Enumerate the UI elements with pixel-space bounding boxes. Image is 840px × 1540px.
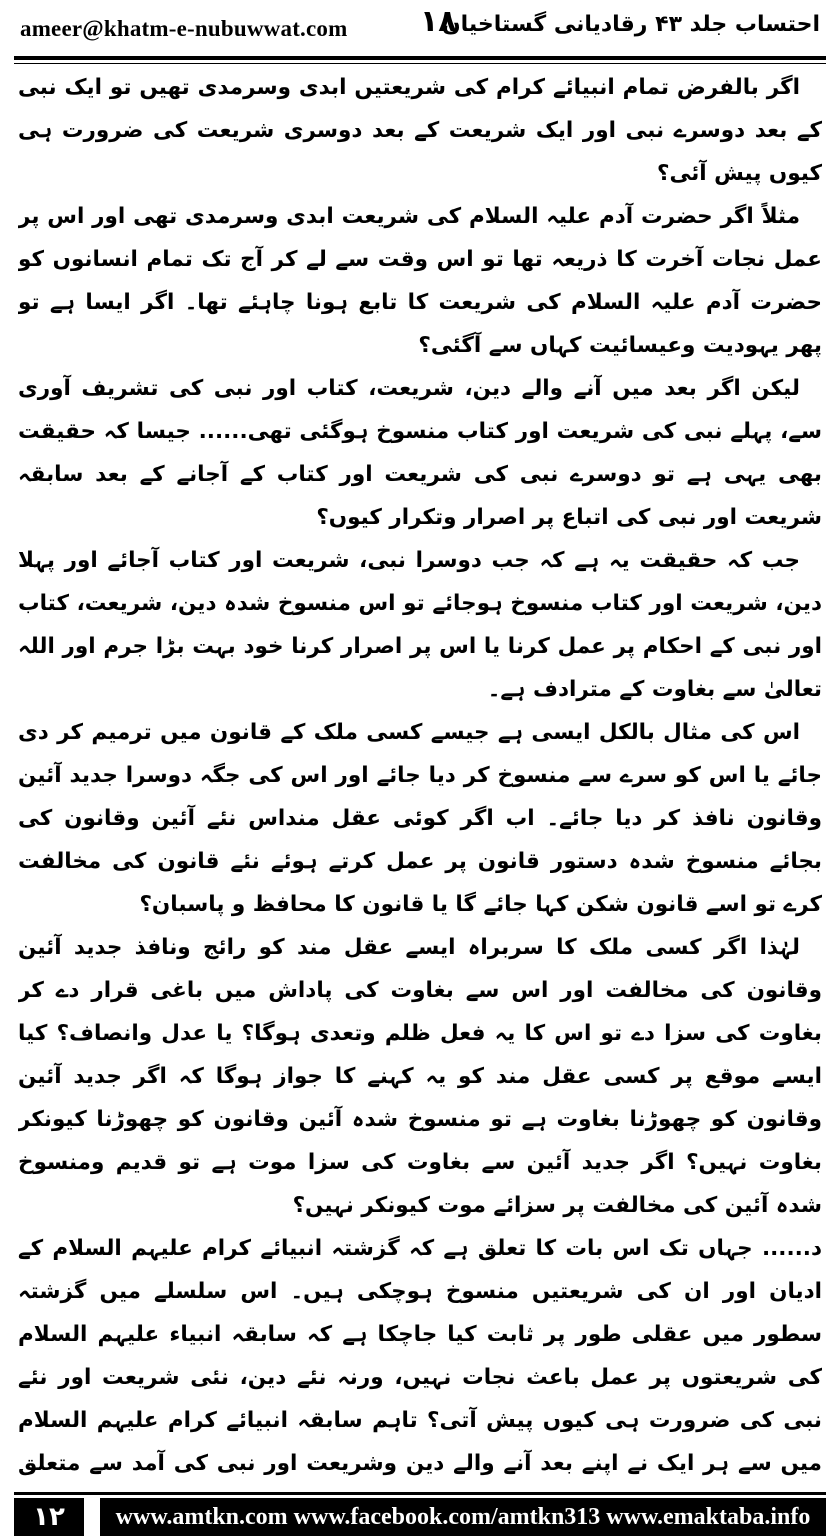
header-divider	[14, 56, 826, 64]
running-title: احتساب جلد ۴۳ رقادیانی گستاخیاں	[441, 12, 820, 37]
paragraph-4: جب کہ حقیقت یہ ہے کہ جب دوسرا نبی، شریعت اور کتاب آجائے اور پہلا دین، شریعت اور کتاب منسوخ ہوجائے تو اس منسوخ شدہ دین، شریعت، کتاب اور نبی کے احکام پر عمل کرنا یا اس پر اصرار کرنا خود بہت بڑا جرم اور اللہ تعالیٰ سے بغاوت کے مترادف ہے۔	[18, 548, 822, 702]
page-footer	[14, 1492, 826, 1537]
page-body	[18, 66, 822, 1486]
paragraph-6: لہٰذا اگر کسی ملک کا سربراہ ایسے عقل مند کو رائج ونافذ جدید آئین وقانون کی مخالفت اور اس سے بغاوت کی پاداش میں باغی قرار دے کر بغاوت کی سزا دے تو اس کا یہ فعل ظلم وتعدی ہوگا؟ یا عدل وانصاف؟ کیا ایسے موقع پر کسی عقل مند کو یہ کہنے کا جواز ہوگا کہ اگر جدید آئین وقانون کو چھوڑنا بغاوت ہے تو منسوخ شدہ آئین وقانون کو چھوڑنا کیونکر بغاوت نہیں؟ اگر جدید آئین سے بغاوت کی سزا موت ہے تو قدیم ومنسوخ شدہ آئین کی مخالفت پر سزائے موت کیونکر نہیں؟	[18, 935, 822, 1218]
paragraph-7	[18, 1227, 822, 1486]
paragraph-1: اگر بالفرض تمام انبیائے کرام کی شریعتیں ابدی وسرمدی تھیں تو ایک نبی کے بعد دوسرے نبی اور ایک شریعت کے بعد دوسری شریعت کی ضرورت ہی کیوں پیش آئی؟	[18, 75, 822, 186]
paragraph-3: لیکن اگر بعد میں آنے والے دین، شریعت، کتاب اور نبی کی تشریف آوری سے، پہلے نبی کی شریعت اور کتاب منسوخ ہوگئی تھی...... جیسا کہ حقیقت بھی یہی ہے تو دوسرے نبی کی شریعت اور کتاب کے آجانے کے بعد سابقہ شریعت اور نبی کی اتباع پر اصرار وتکرار کیوں؟	[18, 376, 822, 530]
page-header	[14, 0, 826, 56]
header-email[interactable]: ameer@khatm-e-nubuwwat.com	[20, 16, 348, 41]
footer-page-number: ۱۲	[14, 1498, 84, 1536]
paragraph-2: مثلاً اگر حضرت آدم علیہ السلام کی شریعت ابدی وسرمدی تھی اور اس پر عمل نجات آخرت کا ذریعہ تھا تو اس وقت سے لے کر آج تک تمام انسانوں کو حضرت آدم علیہ السلام کی شریعت کا تابع ہونا چاہئے تھا۔ اگر ایسا ہے تو پھر یہودیت وعیسائیت کہاں سے آگئی؟	[18, 204, 822, 358]
paragraph-7-text: د...... جہاں تک اس بات کا تعلق ہے کہ گزشتہ انبیائے کرام علیہم السلام کے ادیان اور ان کی شریعتیں منسوخ ہوچکی ہیں۔ اس سلسلے میں گزشتہ سطور میں عقلی طور پر ثابت کیا جاچکا ہے کہ سابقہ انبیاء علیہم السلام کی شریعتوں پر عمل باعث نجات نہیں، ورنہ نئے دین، نئی شریعت اور نئے نبی کی ضرورت ہی کیوں پیش آتی؟ تاہم سابقہ انبیائے کرام علیہم السلام میں سے ہر ایک نے اپنے بعد آنے والے دین وشریعت اور نبی کی آمد سے متعلق	[18, 1236, 822, 1476]
footer-links[interactable]: www.amtkn.com www.facebook.com/amtkn313 www.emaktaba.info	[100, 1498, 826, 1536]
paragraph-5: اس کی مثال بالکل ایسی ہے جیسے کسی ملک کے قانون میں ترمیم کر دی جائے یا اس کو سرے سے منسوخ کر دیا جائے اور اس کی جگہ دوسرا جدید آئین وقانون نافذ کر دیا جائے۔ اب اگر کوئی عقل منداس نئے آئین وقانون کی بجائے منسوخ شدہ دستور قانون پر عمل کرتے ہوئے نئے قانون کی مخالفت کرے تو اسے قانون شکن کہا جائے گا یا قانون کا محافظ و پاسبان؟	[18, 720, 822, 917]
header-page-number: ۱۸	[420, 4, 457, 39]
